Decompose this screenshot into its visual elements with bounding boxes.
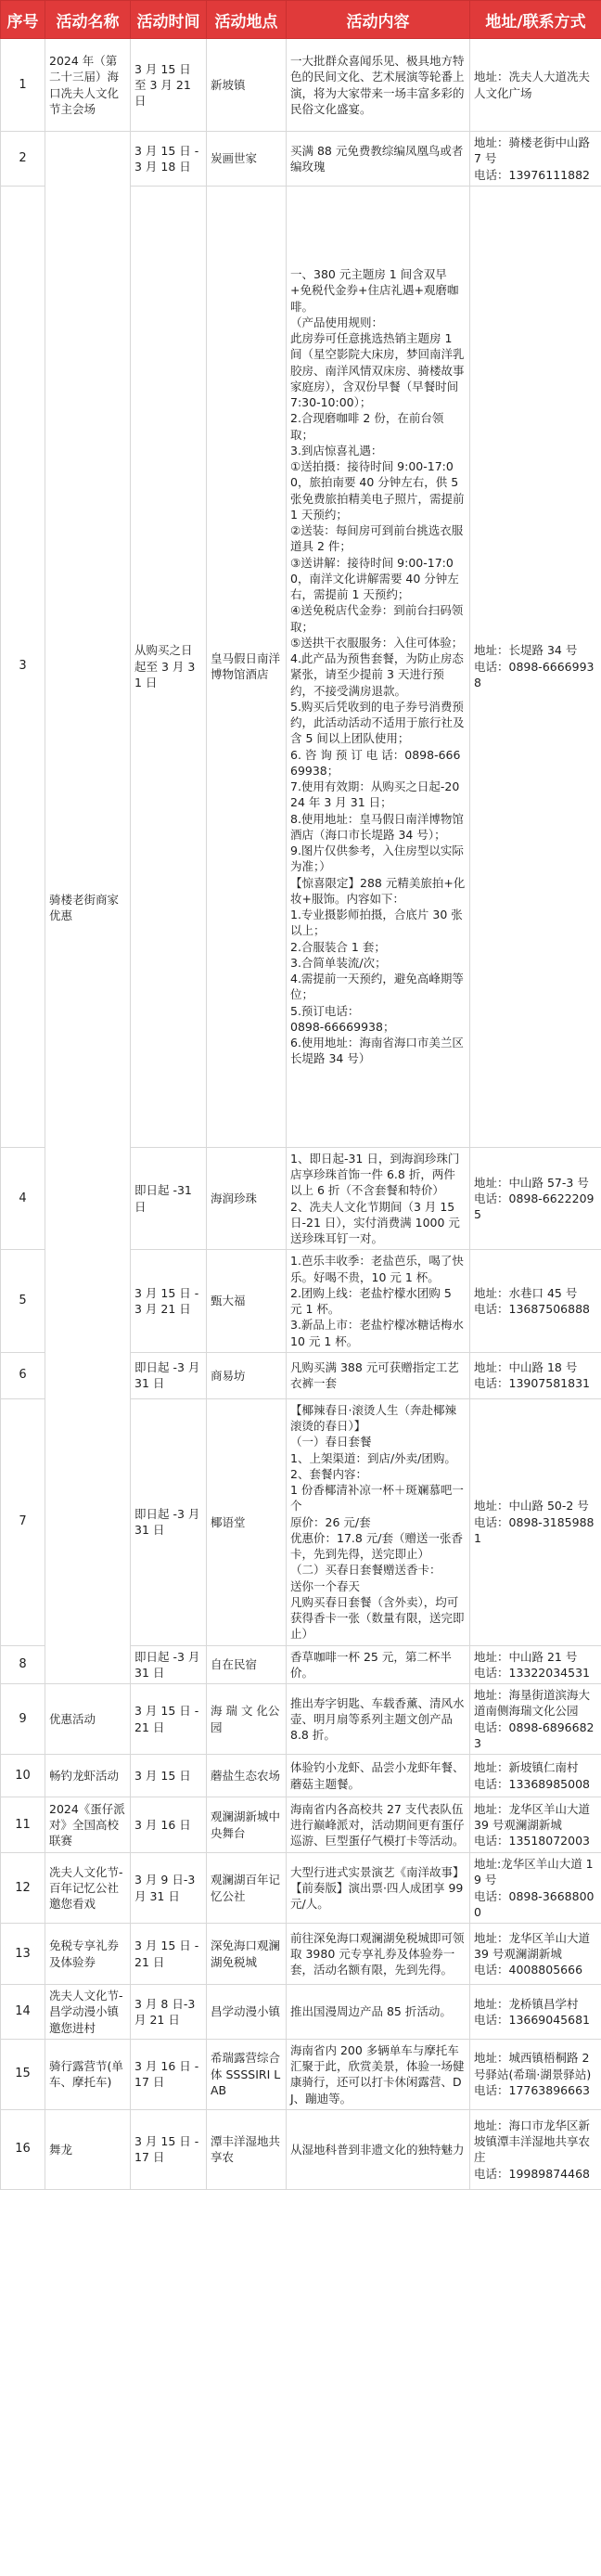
row-number: 3 bbox=[1, 186, 45, 1147]
row-number: 7 bbox=[1, 1398, 45, 1645]
activity-address: 地址：长堤路 34 号 电话：0898-66669938 bbox=[470, 186, 601, 1147]
row-number: 10 bbox=[1, 1755, 45, 1797]
activity-time: 3 月 15 日 bbox=[131, 1755, 207, 1797]
activity-content: 凡购买满 388 元可获赠指定工艺衣裤一套 bbox=[287, 1352, 470, 1398]
table-row bbox=[1, 1755, 601, 1797]
activity-place: 皇马假日南洋博物馆酒店 bbox=[207, 186, 287, 1147]
activity-name: 2024 年（第二十三届）海口冼夫人文化节主会场 bbox=[45, 39, 131, 132]
activity-content: 一、380 元主题房 1 间含双早+免税代金券+住店礼遇+观磨咖啡。 （产品使用规则： 此房券可任意挑选热销主题房 1 间（星空影院大床房，梦回南洋乳胶房、南洋风情双床房、骑楼故事家庭房），含双份早餐（早餐时间 7:30-10:00）； 2.合现磨咖啡 2 份，在前台领取； 3.到店惊喜礼遇： ①送拍摄：接待时间 9:00-17:00，旅拍南要 40 分钟左右，供 5 张免费旅拍精美电子照片，需提前 1 天预约； ②送装：每间房可到前台挑选衣服道具 2 件； ③送讲解：接待时间 9:00-17:00，南洋文化讲解需要 40 分钟左右，需提前 1 天预约； ④送免税店代金券：到前台扫码领取； ⑤送拱干衣服服务：入住可体验； 4.此产品为预售套餐，为防止房态紧张，请至少提前 3 天进行预约，不接受满房退款。 5.购买后凭收到的电子券号消费预约，此活动活动不适用于旅行社及含 5 间以上团队使用； 6. 咨 询 预 订 电 话：0898-66669938； 7.使用有效期：从购买之日起-2024 年 3 月 31 日； 8.使用地址：皇马假日南洋博物馆酒店（海口市长堤路 34 号）； 9.图片仅供参考，入住房型以实际为准；） 【惊喜限定】288 元精美旅拍+化妆+服饰。内容如下： 1.专业摄影师拍摄，合底片 30 张以上； 2.合服装合 1 套； 3.合简单装流/次； 4.需提前一天预约，避免高峰期等位； 5.预订电话： 0898-66669938； 6.使用地址：海南省海口市美兰区长堤路 34 号） bbox=[287, 186, 470, 1147]
activity-time: 3 月 15 日 -3 月 21 日 bbox=[131, 1250, 207, 1353]
activity-address: 地址：海垦街道滨海大道南侧海瑞文化公园 电话：0898-68966823 bbox=[470, 1684, 601, 1755]
activity-content: 1、即日起-31 日，到海润珍珠门店享珍珠首饰一件 6.8 折，两件以上 6 折（不含套餐和特价） 2、冼夫人文化节期间（3 月 15 日-21 日），实付消费满 1000 元送珍珠耳钉一对。 bbox=[287, 1147, 470, 1250]
activity-time: 3 月 15 日 -21 日 bbox=[131, 1924, 207, 1985]
activity-name: 骑楼老街商家优惠 bbox=[45, 132, 131, 1684]
row-number: 11 bbox=[1, 1797, 45, 1853]
row-number: 12 bbox=[1, 1853, 45, 1924]
header-time: 活动时间 bbox=[131, 1, 207, 39]
header-name: 活动名称 bbox=[45, 1, 131, 39]
activity-content: 大型行进式实景演艺《南洋故事】【前奏版】演出票·四人成团享 99 元/人。 bbox=[287, 1853, 470, 1924]
activity-name: 骑行露营节(单车、摩托车) bbox=[45, 2039, 131, 2109]
activity-content: 买满 88 元免费教综编凤凰鸟或者编玫瑰 bbox=[287, 132, 470, 187]
row-number: 14 bbox=[1, 1985, 45, 2040]
activity-content: 一大批群众喜闻乐见、极具地方特色的民间文化、艺术展演等轮番上演，将为大家带来一场丰富多彩的民俗文化盛宴。 bbox=[287, 39, 470, 132]
activity-address: 地址：海口市龙华区新坡镇潭丰洋湿地共享农庄 电话：19989874468 bbox=[470, 2109, 601, 2189]
activity-name: 免税专享礼券及体验券 bbox=[45, 1924, 131, 1985]
table-row bbox=[1, 1853, 601, 1924]
activity-address: 地址：冼夫人大道冼夫人文化广场 bbox=[470, 39, 601, 132]
activity-place: 自在民宿 bbox=[207, 1645, 287, 1684]
activity-address: 地址：龙华区羊山大道 39 号观澜湖新城 电话：4008805666 bbox=[470, 1924, 601, 1985]
activity-address: 地址：城西镇梧桐路 2 号驿站(希瑞·湖景驿站) 电话：17763896663 bbox=[470, 2039, 601, 2109]
activity-address: 地址：水巷口 45 号 电话：13687506888 bbox=[470, 1250, 601, 1353]
table-row bbox=[1, 2109, 601, 2189]
activity-content: 【椰辣春日·滚烫人生（奔赴椰辣滚烫的春日）】 （一）春日套餐 1、上架渠道：到店/外卖/团购。 2、套餐内容： 1 份香椰清补凉一杯＋斑斓慕吧一个 原价：26 元/套 优惠价：17.8 元/套（赠送一张香卡，先到先得，送完即止） （二）买春日套餐赠送香卡： 送你一个春天 凡购买春日套餐（含外卖），均可获得香卡一张（数量有限，送完即止） bbox=[287, 1398, 470, 1645]
row-number: 16 bbox=[1, 2109, 45, 2189]
activity-time: 即日起 -3 月 31 日 bbox=[131, 1398, 207, 1645]
activity-place: 海 瑞 文 化公园 bbox=[207, 1684, 287, 1755]
activity-name: 优惠活动 bbox=[45, 1684, 131, 1755]
activity-time: 即日起 -31 日 bbox=[131, 1147, 207, 1250]
activity-time: 3 月 8 日-3 月 21 日 bbox=[131, 1985, 207, 2040]
row-number: 1 bbox=[1, 39, 45, 132]
activity-place: 炭画世家 bbox=[207, 132, 287, 187]
header-place: 活动地点 bbox=[207, 1, 287, 39]
activity-address: 地址：中山路 18 号 电话：13907581831 bbox=[470, 1352, 601, 1398]
activity-time: 3 月 16 日 bbox=[131, 1797, 207, 1853]
activity-time: 3 月 16 日 -17 日 bbox=[131, 2039, 207, 2109]
activity-content: 海南省内各高校共 27 支代表队伍进行巅峰派对，活动期间更有蛋仔巡游、巨型蛋仔气模打卡等活动。 bbox=[287, 1797, 470, 1853]
activity-address: 地址：骑楼老街中山路 7 号 电话：13976111882 bbox=[470, 132, 601, 187]
activity-place: 潭丰洋湿地共享农 bbox=[207, 2109, 287, 2189]
activity-place: 观澜湖新城中央舞台 bbox=[207, 1797, 287, 1853]
activity-content: 从湿地科普到非遗文化的独特魅力 bbox=[287, 2109, 470, 2189]
activity-address: 地址:龙华区羊山大道 19 号 电话：0898-36688000 bbox=[470, 1853, 601, 1924]
activity-time: 3 月 15 日至 3 月 21 日 bbox=[131, 39, 207, 132]
table-row bbox=[1, 39, 601, 132]
activity-time: 即日起 -3 月 31 日 bbox=[131, 1352, 207, 1398]
header-content: 活动内容 bbox=[287, 1, 470, 39]
activity-content: 前往深免海口观澜湖免税城即可领取 3980 元专享礼券及体验券一套，活动名额有限，先到先得。 bbox=[287, 1924, 470, 1985]
activity-place: 商易坊 bbox=[207, 1352, 287, 1398]
table-row bbox=[1, 1797, 601, 1853]
activity-name: 冼夫人文化节-百年记忆公社邀您看戏 bbox=[45, 1853, 131, 1924]
header-row bbox=[1, 1, 601, 39]
activity-place: 新坡镇 bbox=[207, 39, 287, 132]
activity-address: 地址：新坡镇仁南村 电话：13368985008 bbox=[470, 1755, 601, 1797]
activity-content: 推出寿字钥匙、车载香薰、清风水壶、明月扇等系列主题文创产品 8.8 折。 bbox=[287, 1684, 470, 1755]
activity-place: 甄大福 bbox=[207, 1250, 287, 1353]
row-number: 5 bbox=[1, 1250, 45, 1353]
activity-content: 体验钓小龙虾、品尝小龙虾年餐、蘑菇主题餐。 bbox=[287, 1755, 470, 1797]
header-no: 序号 bbox=[1, 1, 45, 39]
activity-name: 舞龙 bbox=[45, 2109, 131, 2189]
activity-address: 地址：龙桥镇昌学村 电话：13669045681 bbox=[470, 1985, 601, 2040]
activity-time: 3 月 15 日 -3 月 18 日 bbox=[131, 132, 207, 187]
row-number: 9 bbox=[1, 1684, 45, 1755]
activity-name: 2024《蛋仔派对》全国高校联赛 bbox=[45, 1797, 131, 1853]
table-row bbox=[1, 1985, 601, 2040]
activity-content: 香草咖啡一杯 25 元，第二杯半价。 bbox=[287, 1645, 470, 1684]
activity-time: 3 月 9 日-3 月 31 日 bbox=[131, 1853, 207, 1924]
activity-content: 1.芭乐丰收季：老盐芭乐，喝了快乐。好喝不贵，10 元 1 杯。 2.团购上线：老盐柠檬水团购 5 元 1 杯。 3.新品上市：老盐柠檬冰糖话梅水 10 元 1 杯。 bbox=[287, 1250, 470, 1353]
row-number: 6 bbox=[1, 1352, 45, 1398]
activity-place: 海润珍珠 bbox=[207, 1147, 287, 1250]
activity-time: 从购买之日起至 3 月 31 日 bbox=[131, 186, 207, 1147]
activity-content: 推出国漫周边产品 85 折活动。 bbox=[287, 1985, 470, 2040]
header-address: 地址/联系方式 bbox=[470, 1, 601, 39]
row-number: 8 bbox=[1, 1645, 45, 1684]
table-row bbox=[1, 1924, 601, 1985]
activity-address: 地址：中山路 50-2 号 电话：0898-31859881 bbox=[470, 1398, 601, 1645]
table-row bbox=[1, 2039, 601, 2109]
activity-place: 深免海口观澜湖免税城 bbox=[207, 1924, 287, 1985]
activity-name: 畅钓龙虾活动 bbox=[45, 1755, 131, 1797]
activity-place: 昌学动漫小镇 bbox=[207, 1985, 287, 2040]
row-number: 2 bbox=[1, 132, 45, 187]
table-row bbox=[1, 132, 601, 187]
activity-place: 椰语堂 bbox=[207, 1398, 287, 1645]
activity-place: 蘑盐生态农场 bbox=[207, 1755, 287, 1797]
activity-address: 地址：中山路 21 号 电话：13322034531 bbox=[470, 1645, 601, 1684]
activity-address: 地址：龙华区羊山大道 39 号观澜湖新城 电话：13518072003 bbox=[470, 1797, 601, 1853]
activity-time: 3 月 15 日 -21 日 bbox=[131, 1684, 207, 1755]
activity-time: 3 月 15 日 -17 日 bbox=[131, 2109, 207, 2189]
row-number: 15 bbox=[1, 2039, 45, 2109]
row-number: 13 bbox=[1, 1924, 45, 1985]
activity-address: 地址：中山路 57-3 号 电话：0898-66222095 bbox=[470, 1147, 601, 1250]
table-row bbox=[1, 1684, 601, 1755]
activity-place: 希瑞露营综合体 SSSSIRI LAB bbox=[207, 2039, 287, 2109]
activity-place: 观澜湖百年记忆公社 bbox=[207, 1853, 287, 1924]
activity-content: 海南省内 200 多辆单车与摩托车汇聚于此，欣赏美景，体验一场健康骑行，还可以打卡休闲露营、DJ、蹦迪等。 bbox=[287, 2039, 470, 2109]
activity-name: 冼夫人文化节-昌学动漫小镇邀您进村 bbox=[45, 1985, 131, 2040]
activity-time: 即日起 -3 月 31 日 bbox=[131, 1645, 207, 1684]
row-number: 4 bbox=[1, 1147, 45, 1250]
